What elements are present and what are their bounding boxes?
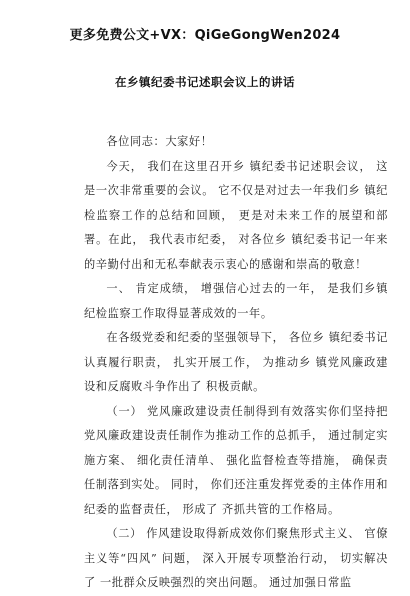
document-body <box>84 130 388 596</box>
subsection-paragraph: （一） 党风廉政建设责任制得到有效落实你们坚持把党风廉政建设责任制作为推动工作的总抓手， 通过制定实施方案、 细化责任清单、 强化监督检查等措施， 确保责任制落到实处。 同时， 你们还注重发挥党委的主体作用和纪委的监督责任， 形成了 齐抓共管的工作格局。 <box>84 404 388 516</box>
promo-banner: 更多免费公文+VX：QiGeGongWen2024 <box>69 28 341 43</box>
paragraph: 今天， 我们在这里召开乡 镇纪委书记述职会议， 这是一次非常重要的会议。 它不仅是对过去一年我们乡 镇纪检监察工作的总结和回顾， 更是对未来工作的展望和部署。在此， 我代表市纪委， 对各位乡 镇纪委书记一年来的辛勤付出和无私奉献表示衷心的感谢和崇高的敬意！ <box>84 159 388 271</box>
salutation: 各位同志：大家好！ <box>106 135 213 148</box>
subsection-paragraph: （二） 作风建设取得新成效你们聚焦形式主义、 官僚主义等“四风” 问题， 深入开展专项整治行动， 切实解决了 一批群众反映强烈的突出问题。 通过加强日常监 <box>84 527 388 589</box>
paragraph: 在各级党委和纪委的坚强领导下， 各位乡 镇纪委书记认真履行职责， 扎实开展工作， 为推动乡 镇党风廉政建设和反腐败斗争作出了 积极贡献。 <box>84 331 388 393</box>
document-title: 在乡镇纪委书记述职会议上的讲话 <box>115 75 295 89</box>
section-heading-paragraph: 一、 肯定成绩， 增强信心过去的一年， 是我们乡镇纪检监察工作取得显著成效的一年。 <box>84 282 388 320</box>
